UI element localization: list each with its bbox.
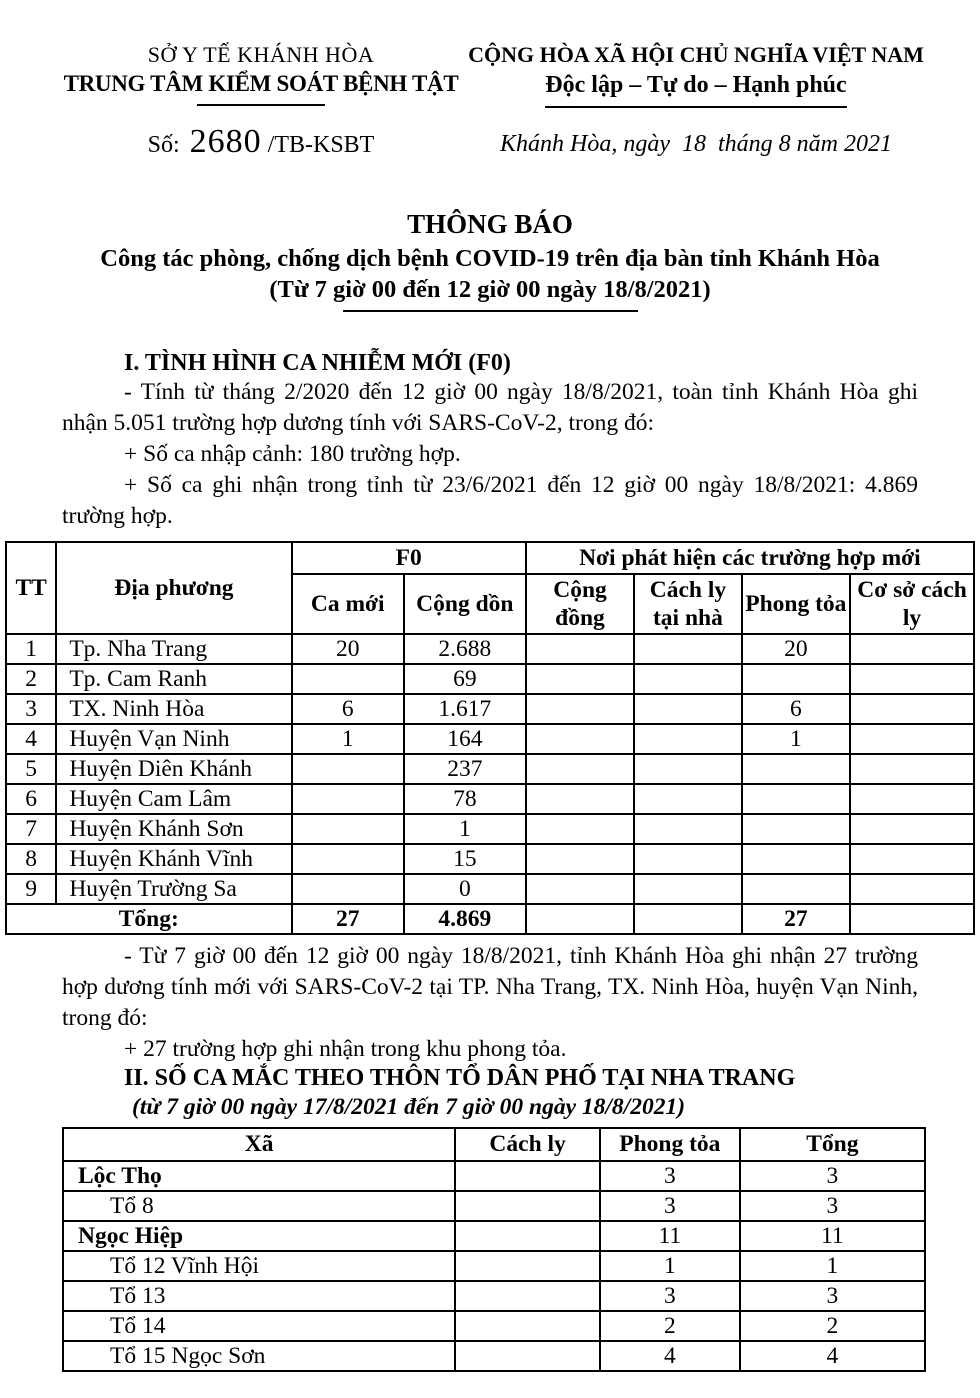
cell-cumulative: 164 bbox=[404, 724, 526, 754]
cell-cumulative: 15 bbox=[404, 844, 526, 874]
org-underline bbox=[197, 104, 325, 106]
section1-heading: I. TÌNH HÌNH CA NHIỄM MỚI (F0) bbox=[124, 350, 511, 376]
total-cumulative: 4.869 bbox=[404, 904, 526, 934]
col-header-quarantine: Cách ly bbox=[455, 1128, 600, 1161]
cell-tt: 2 bbox=[6, 664, 56, 694]
national-title: CỘNG HÒA XÃ HỘI CHỦ NGHĨA VIỆT NAM bbox=[468, 42, 924, 67]
cell-ward-name: Ngọc Hiệp bbox=[63, 1221, 455, 1251]
cell-ward-name: Tổ 13 bbox=[63, 1281, 455, 1311]
cell-ward-name: Tổ 15 Ngọc Sơn bbox=[63, 1341, 455, 1371]
cell-new-cases: 20 bbox=[292, 634, 404, 664]
total-facility bbox=[850, 904, 974, 934]
table-row bbox=[6, 784, 974, 814]
cell-facility bbox=[850, 874, 974, 904]
cell-new-cases: 6 bbox=[292, 694, 404, 724]
cell-lockdown bbox=[742, 784, 850, 814]
cell-lockdown bbox=[742, 874, 850, 904]
motto-underline bbox=[545, 106, 847, 108]
table-row bbox=[6, 754, 974, 784]
cell-tt: 9 bbox=[6, 874, 56, 904]
ward-table-body bbox=[63, 1161, 925, 1371]
cell-tt: 7 bbox=[6, 814, 56, 844]
cell-ward-lockdown: 3 bbox=[600, 1281, 740, 1311]
cell-home-quarantine bbox=[634, 694, 741, 724]
place-date-line: Khánh Hòa, ngày 18 tháng 8 năm 2021 bbox=[500, 131, 892, 157]
org-unit-name: TRUNG TÂM KIỂM SOÁT BỆNH TẬT bbox=[63, 71, 459, 96]
cell-ward-total: 11 bbox=[740, 1221, 925, 1251]
document-number: 2680 bbox=[189, 123, 262, 160]
cell-home-quarantine bbox=[634, 844, 741, 874]
cell-locality: Tp. Nha Trang bbox=[56, 634, 291, 664]
cell-facility bbox=[850, 784, 974, 814]
cell-ward-total: 3 bbox=[740, 1281, 925, 1311]
cell-tt: 8 bbox=[6, 844, 56, 874]
col-header-ward-total: Tổng bbox=[740, 1128, 925, 1161]
national-motto: Độc lập – Tự do – Hạnh phúc bbox=[545, 72, 847, 98]
cell-home-quarantine bbox=[634, 874, 741, 904]
cell-ward-name: Tổ 8 bbox=[63, 1191, 455, 1221]
cell-ward-total: 1 bbox=[740, 1251, 925, 1281]
cell-home-quarantine bbox=[634, 814, 741, 844]
cell-tt: 1 bbox=[6, 634, 56, 664]
cell-quarantine bbox=[455, 1221, 600, 1251]
col-header-facility: Cơ sở cách ly bbox=[850, 574, 974, 634]
cell-locality: Huyện Khánh Vĩnh bbox=[56, 844, 291, 874]
cell-ward-lockdown: 4 bbox=[600, 1341, 740, 1371]
title-block bbox=[0, 209, 980, 312]
cell-locality: Huyện Cam Lâm bbox=[56, 784, 291, 814]
total-home-quarantine bbox=[634, 904, 741, 934]
total-lockdown: 27 bbox=[742, 904, 850, 934]
cell-ward-name: Tổ 14 bbox=[63, 1311, 455, 1341]
cell-locality: TX. Ninh Hòa bbox=[56, 694, 291, 724]
cell-home-quarantine bbox=[634, 784, 741, 814]
section2-heading: II. SỐ CA MẮC THEO THÔN TỔ DÂN PHỐ TẠI NHA TRANG bbox=[124, 1065, 796, 1091]
cell-lockdown: 6 bbox=[742, 694, 850, 724]
cell-cumulative: 69 bbox=[404, 664, 526, 694]
cell-ward-total: 3 bbox=[740, 1161, 925, 1191]
document-title: THÔNG BÁO bbox=[407, 209, 573, 239]
table-row bbox=[6, 814, 974, 844]
table-row bbox=[63, 1221, 925, 1251]
col-header-f0: F0 bbox=[292, 542, 526, 574]
cell-new-cases bbox=[292, 754, 404, 784]
document-subtitle: Công tác phòng, chống dịch bệnh COVID-19 trên địa bàn tỉnh Khánh Hòa bbox=[100, 245, 880, 272]
org-parent-name: SỞ Y TẾ KHÁNH HÒA bbox=[147, 42, 375, 67]
section1-paragraph-3: + Số ca ghi nhận trong tỉnh từ 23/6/2021 đến 12 giờ 00 ngày 18/8/2021: 4.869 trường hợp. bbox=[62, 472, 918, 529]
table-row bbox=[6, 634, 974, 664]
cell-home-quarantine bbox=[634, 754, 741, 784]
cell-quarantine bbox=[455, 1251, 600, 1281]
col-header-locality: Địa phương bbox=[56, 542, 291, 634]
cell-facility bbox=[850, 664, 974, 694]
table-row bbox=[63, 1251, 925, 1281]
table-row bbox=[6, 874, 974, 904]
summary-paragraph-1: - Từ 7 giờ 00 đến 12 giờ 00 ngày 18/8/2021, tỉnh Khánh Hòa ghi nhận 27 trường hợp dương tính mới với SARS-CoV-2 tại TP. Nha Trang, TX. Ninh Hòa, huyện Vạn Ninh, trong đó: bbox=[62, 943, 918, 1031]
col-header-tt: TT bbox=[6, 542, 56, 634]
cell-cumulative: 78 bbox=[404, 784, 526, 814]
table-row bbox=[63, 1161, 925, 1191]
cell-quarantine bbox=[455, 1311, 600, 1341]
document-time-range: (Từ 7 giờ 00 đến 12 giờ 00 ngày 18/8/2021) bbox=[269, 276, 711, 303]
cases-by-ward-table bbox=[62, 1127, 926, 1372]
cell-lockdown: 20 bbox=[742, 634, 850, 664]
cell-ward-lockdown: 1 bbox=[600, 1251, 740, 1281]
cell-cumulative: 1 bbox=[404, 814, 526, 844]
total-row bbox=[6, 904, 974, 934]
cell-lockdown bbox=[742, 814, 850, 844]
cell-quarantine bbox=[455, 1281, 600, 1311]
col-header-new-cases: Ca mới bbox=[292, 574, 404, 634]
cell-cumulative: 2.688 bbox=[404, 634, 526, 664]
col-header-home-quarantine: Cách ly tại nhà bbox=[634, 574, 741, 634]
cell-lockdown: 1 bbox=[742, 724, 850, 754]
cell-ward-lockdown: 3 bbox=[600, 1161, 740, 1191]
cell-community bbox=[526, 814, 634, 844]
title-underline bbox=[343, 310, 638, 312]
col-header-ward-lockdown: Phong tỏa bbox=[600, 1128, 740, 1161]
table-row bbox=[63, 1341, 925, 1371]
cell-new-cases bbox=[292, 874, 404, 904]
cell-community bbox=[526, 664, 634, 694]
total-new-cases: 27 bbox=[292, 904, 404, 934]
cell-locality: Huyện Trường Sa bbox=[56, 874, 291, 904]
cell-lockdown bbox=[742, 844, 850, 874]
cell-new-cases bbox=[292, 664, 404, 694]
cell-new-cases bbox=[292, 844, 404, 874]
cell-locality: Huyện Vạn Ninh bbox=[56, 724, 291, 754]
cell-ward-lockdown: 3 bbox=[600, 1191, 740, 1221]
cell-facility bbox=[850, 634, 974, 664]
document-number-suffix: /TB-KSBT bbox=[267, 132, 375, 158]
cell-community bbox=[526, 724, 634, 754]
cell-new-cases: 1 bbox=[292, 724, 404, 754]
cell-locality: Huyện Diên Khánh bbox=[56, 754, 291, 784]
cell-quarantine bbox=[455, 1161, 600, 1191]
cell-tt: 6 bbox=[6, 784, 56, 814]
cell-community bbox=[526, 784, 634, 814]
cell-facility bbox=[850, 844, 974, 874]
table-row bbox=[63, 1311, 925, 1341]
cases-by-locality-table bbox=[5, 541, 975, 935]
total-community bbox=[526, 904, 634, 934]
cell-community bbox=[526, 874, 634, 904]
table-row bbox=[6, 694, 974, 724]
cell-cumulative: 237 bbox=[404, 754, 526, 784]
col-header-detection: Nơi phát hiện các trường hợp mới bbox=[526, 542, 974, 574]
cell-ward-lockdown: 2 bbox=[600, 1311, 740, 1341]
cell-facility bbox=[850, 724, 974, 754]
cell-community bbox=[526, 844, 634, 874]
cell-tt: 3 bbox=[6, 694, 56, 724]
cell-ward-total: 4 bbox=[740, 1341, 925, 1371]
national-motto-block bbox=[462, 42, 930, 161]
cell-ward-name: Tổ 12 Vĩnh Hội bbox=[63, 1251, 455, 1281]
cell-home-quarantine bbox=[634, 724, 741, 754]
document-number-line bbox=[60, 123, 462, 161]
cell-facility bbox=[850, 694, 974, 724]
section1-paragraph-1: - Tính từ tháng 2/2020 đến 12 giờ 00 ngày 18/8/2021, toàn tỉnh Khánh Hòa ghi nhận 5.051 trường hợp dương tính với SARS-CoV-2, trong đó: bbox=[62, 379, 918, 436]
col-header-ward: Xã bbox=[63, 1128, 455, 1161]
cell-community bbox=[526, 754, 634, 784]
cell-quarantine bbox=[455, 1341, 600, 1371]
table-row bbox=[6, 724, 974, 754]
table-row bbox=[6, 664, 974, 694]
table-row bbox=[6, 844, 974, 874]
document-header bbox=[0, 42, 980, 161]
ward-table-header bbox=[63, 1128, 925, 1161]
cell-new-cases bbox=[292, 784, 404, 814]
cell-facility bbox=[850, 754, 974, 784]
cell-community bbox=[526, 634, 634, 664]
table-row bbox=[63, 1191, 925, 1221]
col-header-lockdown: Phong tỏa bbox=[742, 574, 850, 634]
cases-table-header bbox=[6, 542, 974, 634]
table-row bbox=[63, 1281, 925, 1311]
cell-tt: 5 bbox=[6, 754, 56, 784]
section2-subtitle: (từ 7 giờ 00 ngày 17/8/2021 đến 7 giờ 00 ngày 18/8/2021) bbox=[132, 1094, 686, 1120]
cell-ward-name: Lộc Thọ bbox=[63, 1161, 455, 1191]
cell-tt: 4 bbox=[6, 724, 56, 754]
cell-lockdown bbox=[742, 754, 850, 784]
document-body bbox=[0, 350, 980, 1372]
col-header-community: Cộng đồng bbox=[526, 574, 634, 634]
summary-paragraph-2: + 27 trường hợp ghi nhận trong khu phong tỏa. bbox=[124, 1036, 567, 1062]
cases-table-body bbox=[6, 634, 974, 904]
cell-cumulative: 1.617 bbox=[404, 694, 526, 724]
document-number-label: Số: bbox=[147, 132, 180, 158]
total-label: Tổng: bbox=[6, 904, 292, 934]
cell-facility bbox=[850, 814, 974, 844]
section1-paragraph-2: + Số ca nhập cảnh: 180 trường hợp. bbox=[124, 441, 461, 467]
cell-new-cases bbox=[292, 814, 404, 844]
issuing-org-block bbox=[60, 42, 462, 161]
cell-lockdown bbox=[742, 664, 850, 694]
cell-home-quarantine bbox=[634, 664, 741, 694]
cell-locality: Huyện Khánh Sơn bbox=[56, 814, 291, 844]
cell-home-quarantine bbox=[634, 634, 741, 664]
cell-ward-total: 3 bbox=[740, 1191, 925, 1221]
cell-community bbox=[526, 694, 634, 724]
cell-ward-lockdown: 11 bbox=[600, 1221, 740, 1251]
cell-ward-total: 2 bbox=[740, 1311, 925, 1341]
cell-locality: Tp. Cam Ranh bbox=[56, 664, 291, 694]
cell-quarantine bbox=[455, 1191, 600, 1221]
cell-cumulative: 0 bbox=[404, 874, 526, 904]
col-header-cumulative: Cộng dồn bbox=[404, 574, 526, 634]
